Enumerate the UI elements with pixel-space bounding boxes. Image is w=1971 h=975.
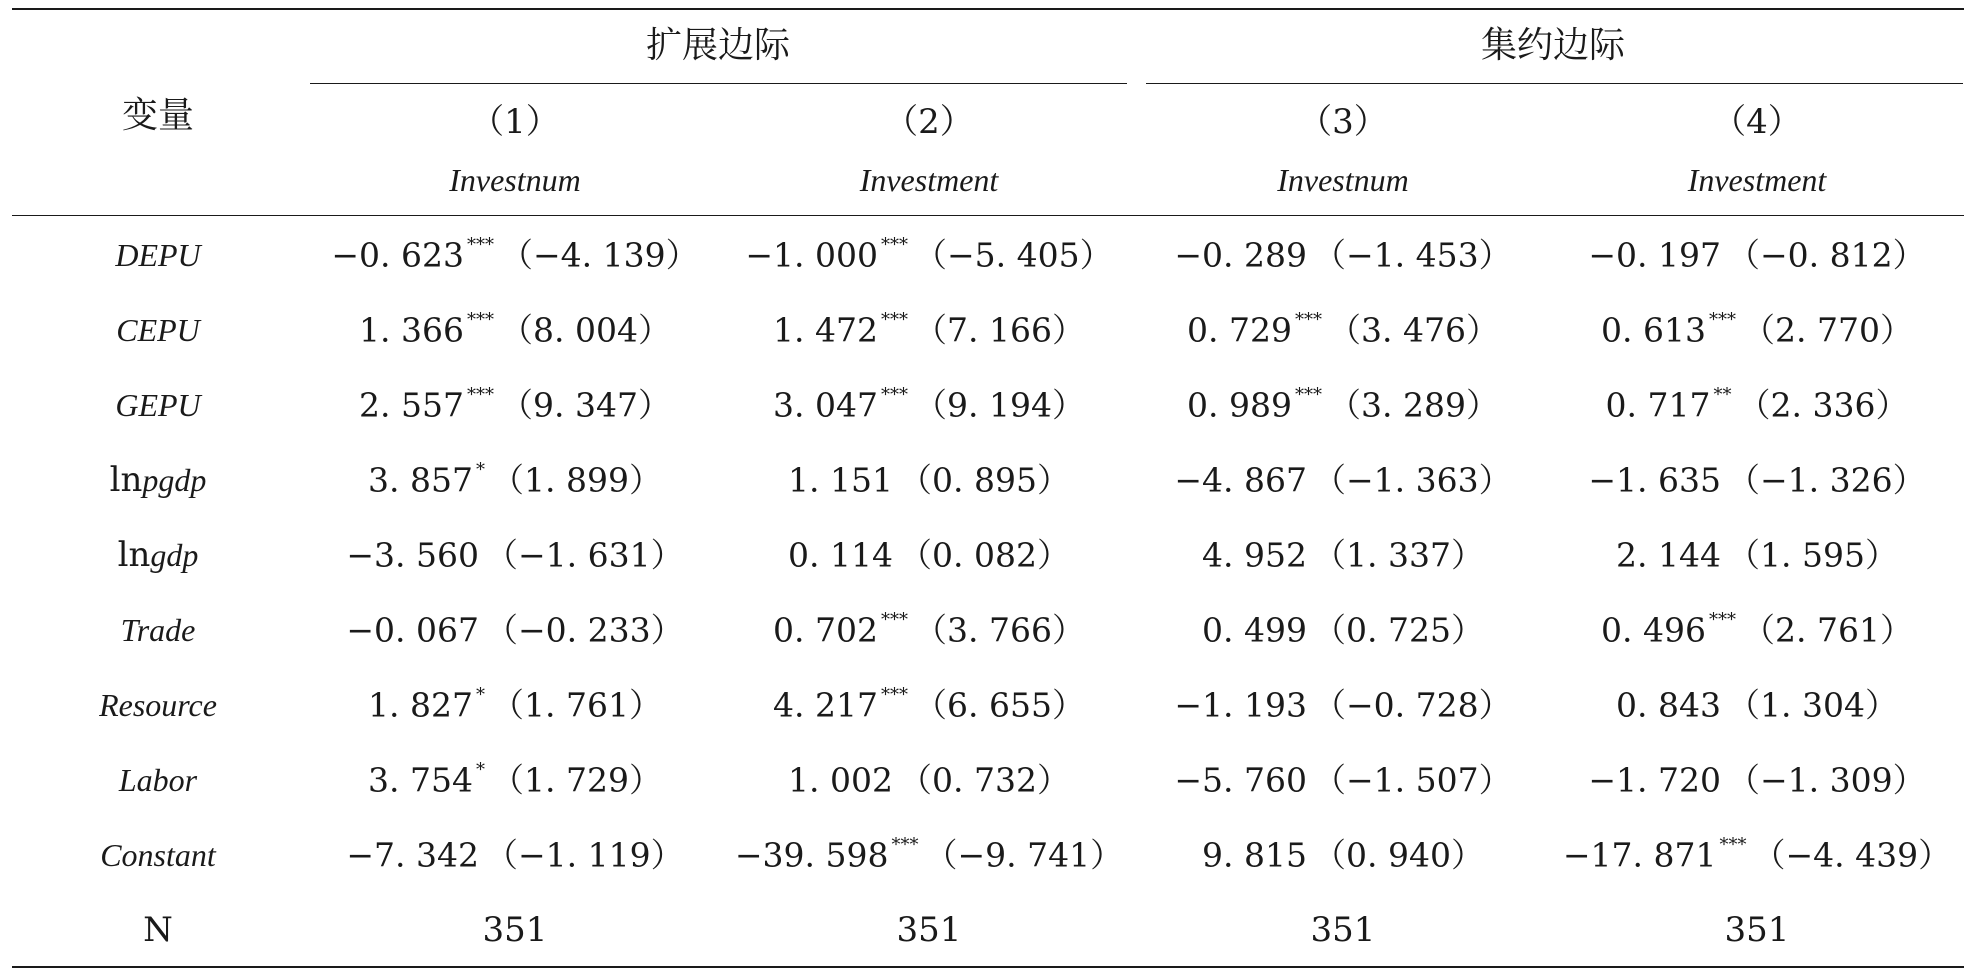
col-number-1: （1） <box>470 102 560 142</box>
row-label <box>115 238 200 272</box>
coefficient-value: 0. 499 <box>1202 610 1307 650</box>
col-depvar-1: Investnum <box>449 162 581 198</box>
coefficient-cell <box>1588 760 1926 800</box>
row-label <box>121 613 196 647</box>
coefficient-value: −0. 067 <box>346 610 479 650</box>
coefficient-cell <box>1605 384 1909 425</box>
row-label-text: Labor <box>118 762 198 798</box>
significance-stars: *** <box>1719 834 1747 856</box>
group-rule-extensive <box>310 83 1127 84</box>
significance-stars: *** <box>881 609 908 631</box>
coefficient-cell <box>745 234 1113 275</box>
coefficient-cell <box>773 684 1085 725</box>
coefficient-value: −0. 197 <box>1588 235 1721 275</box>
row-label-text: gdp <box>150 537 199 573</box>
coefficient-cell <box>368 684 662 725</box>
coefficient-cell <box>1616 535 1898 575</box>
t-statistic: （−9. 741） <box>924 835 1124 875</box>
coefficient-cell <box>346 535 684 575</box>
coefficient-value: −0. 289 <box>1174 235 1307 275</box>
coefficient-value: −1. 193 <box>1174 685 1307 725</box>
coefficient-cell <box>1174 235 1512 275</box>
coefficient-cell <box>368 759 662 800</box>
t-statistic: （0. 082） <box>899 535 1070 575</box>
row-label-text: Resource <box>99 687 217 723</box>
significance-stars: * <box>476 684 485 706</box>
coefficient-cell <box>1588 460 1926 500</box>
coefficient-value: 3. 754 <box>368 760 473 800</box>
group-header-intensive: 集约边际 <box>1480 25 1626 66</box>
t-statistic: （−4. 439） <box>1752 835 1952 875</box>
significance-stars: *** <box>891 834 919 856</box>
row-label-text: CEPU <box>116 312 200 348</box>
coefficient-cell <box>1202 535 1484 575</box>
t-statistic: （8. 004） <box>500 310 671 350</box>
row-label-prefix: ln <box>109 460 143 500</box>
t-statistic: （−0. 728） <box>1313 685 1512 725</box>
coefficient-cell <box>788 760 1070 800</box>
t-statistic: （0. 940） <box>1313 835 1484 875</box>
row-label-prefix: ln <box>117 535 151 575</box>
coefficient-cell <box>788 535 1070 575</box>
coefficient-cell <box>1588 235 1926 275</box>
coefficient-value: 0. 114 <box>788 535 893 575</box>
n-value-2: 351 <box>896 910 962 950</box>
coefficient-value: 1. 366 <box>359 310 464 350</box>
t-statistic: （−4. 139） <box>500 235 699 275</box>
coefficient-cell <box>331 234 699 275</box>
t-statistic: （9. 194） <box>914 385 1085 425</box>
bottom-rule <box>12 966 1964 968</box>
row-label <box>117 535 199 575</box>
t-statistic: （1. 729） <box>491 760 662 800</box>
coefficient-cell <box>368 459 662 500</box>
row-label-text: Constant <box>100 837 216 873</box>
t-statistic: （7. 166） <box>914 310 1085 350</box>
t-statistic: （3. 289） <box>1328 385 1499 425</box>
coefficient-value: −39. 598 <box>734 835 889 875</box>
coefficient-value: −1. 000 <box>745 235 878 275</box>
coefficient-value: 0. 613 <box>1601 310 1706 350</box>
coefficient-value: 1. 002 <box>788 760 893 800</box>
t-statistic: （9. 347） <box>500 385 671 425</box>
n-value-1: 351 <box>482 910 548 950</box>
t-statistic: （−0. 812） <box>1727 235 1926 275</box>
coefficient-value: −5. 760 <box>1174 760 1307 800</box>
coefficient-value: 4. 952 <box>1202 535 1307 575</box>
coefficient-cell <box>1174 685 1512 725</box>
coefficient-cell <box>1187 309 1499 350</box>
significance-stars: ** <box>1713 384 1732 406</box>
t-statistic: （−1. 363） <box>1313 460 1512 500</box>
significance-stars: * <box>476 759 485 781</box>
coefficient-value: −1. 720 <box>1588 760 1721 800</box>
coefficient-cell <box>1601 609 1913 650</box>
coefficient-cell <box>1562 834 1952 875</box>
coefficient-cell <box>1616 685 1898 725</box>
coefficient-value: 0. 843 <box>1616 685 1721 725</box>
coefficient-cell <box>346 835 684 875</box>
row-label <box>109 460 207 500</box>
coefficient-value: 0. 989 <box>1187 385 1292 425</box>
t-statistic: （2. 336） <box>1737 385 1909 425</box>
t-statistic: （1. 761） <box>491 685 662 725</box>
coefficient-value: 1. 827 <box>368 685 473 725</box>
col-number-3: （3） <box>1298 102 1388 142</box>
significance-stars: *** <box>881 234 908 256</box>
group-header-extensive: 扩展边际 <box>645 25 791 66</box>
t-statistic: （2. 761） <box>1742 610 1913 650</box>
coefficient-value: 0. 717 <box>1605 385 1711 425</box>
significance-stars: *** <box>881 309 908 331</box>
coefficient-value: −4. 867 <box>1174 460 1307 500</box>
coefficient-value: 2. 144 <box>1616 535 1721 575</box>
significance-stars: *** <box>467 234 494 256</box>
t-statistic: （6. 655） <box>914 685 1085 725</box>
t-statistic: （−5. 405） <box>914 235 1113 275</box>
significance-stars: * <box>476 459 485 481</box>
coefficient-value: 0. 729 <box>1187 310 1292 350</box>
t-statistic: （0. 895） <box>899 460 1070 500</box>
row-label-text: Trade <box>120 612 196 648</box>
t-statistic: （3. 476） <box>1328 310 1499 350</box>
row-label <box>115 388 200 422</box>
coefficient-cell <box>788 460 1070 500</box>
t-statistic: （3. 766） <box>914 610 1085 650</box>
coefficient-value: 1. 472 <box>773 310 878 350</box>
coefficient-value: −17. 871 <box>1562 835 1717 875</box>
significance-stars: *** <box>1295 384 1322 406</box>
header-rule <box>12 215 1964 216</box>
t-statistic: （1. 899） <box>491 460 662 500</box>
row-label <box>119 763 197 797</box>
row-label <box>99 688 217 722</box>
coefficient-cell <box>346 610 684 650</box>
coefficient-value: 0. 496 <box>1601 610 1706 650</box>
t-statistic: （0. 732） <box>899 760 1070 800</box>
row-label-text: DEPU <box>115 237 201 273</box>
col-depvar-3: Investnum <box>1277 162 1409 198</box>
row-label-text: GEPU <box>115 387 201 423</box>
t-statistic: （1. 595） <box>1727 535 1898 575</box>
coefficient-value: 1. 151 <box>788 460 893 500</box>
col-number-4: （4） <box>1712 102 1802 142</box>
coefficient-value: 0. 702 <box>773 610 878 650</box>
t-statistic: （−1. 631） <box>485 535 684 575</box>
col-number-2: （2） <box>884 102 974 142</box>
significance-stars: *** <box>881 684 908 706</box>
coefficient-cell <box>1174 460 1512 500</box>
coefficient-value: 3. 857 <box>368 460 473 500</box>
n-value-4: 351 <box>1724 910 1790 950</box>
n-row-label: N <box>143 910 173 950</box>
coefficient-value: 9. 815 <box>1202 835 1307 875</box>
variable-header: 变量 <box>121 95 195 136</box>
coefficient-value: −0. 623 <box>331 235 464 275</box>
group-rule-intensive <box>1146 83 1963 84</box>
col-depvar-4: Investment <box>1687 162 1827 198</box>
significance-stars: *** <box>1709 609 1736 631</box>
significance-stars: *** <box>1295 309 1322 331</box>
coefficient-cell <box>1202 610 1484 650</box>
n-value-3: 351 <box>1310 910 1376 950</box>
t-statistic: （1. 304） <box>1727 685 1898 725</box>
significance-stars: *** <box>881 384 908 406</box>
coefficient-cell <box>1174 760 1512 800</box>
significance-stars: *** <box>467 384 494 406</box>
coefficient-cell <box>773 384 1085 425</box>
t-statistic: （−0. 233） <box>485 610 684 650</box>
coefficient-value: −7. 342 <box>346 835 479 875</box>
coefficient-cell <box>1202 835 1484 875</box>
coefficient-value: −3. 560 <box>346 535 479 575</box>
t-statistic: （−1. 326） <box>1727 460 1926 500</box>
coefficient-cell <box>773 309 1085 350</box>
significance-stars: *** <box>467 309 494 331</box>
coefficient-value: 2. 557 <box>359 385 464 425</box>
t-statistic: （1. 337） <box>1313 535 1484 575</box>
coefficient-cell <box>773 609 1085 650</box>
t-statistic: （−1. 119） <box>485 835 684 875</box>
t-statistic: （−1. 453） <box>1313 235 1512 275</box>
significance-stars: *** <box>1709 309 1736 331</box>
coefficient-value: −1. 635 <box>1588 460 1721 500</box>
col-depvar-2: Investment <box>859 162 999 198</box>
t-statistic: （0. 725） <box>1313 610 1484 650</box>
t-statistic: （−1. 507） <box>1313 760 1512 800</box>
coefficient-value: 4. 217 <box>773 685 878 725</box>
t-statistic: （−1. 309） <box>1727 760 1926 800</box>
coefficient-cell <box>1601 309 1913 350</box>
coefficient-cell <box>1187 384 1499 425</box>
row-label-text: pgdp <box>142 462 207 498</box>
row-label <box>100 838 216 872</box>
coefficient-cell <box>359 309 671 350</box>
row-label <box>116 313 200 347</box>
coefficient-cell <box>359 384 671 425</box>
t-statistic: （2. 770） <box>1742 310 1913 350</box>
coefficient-value: 3. 047 <box>773 385 878 425</box>
top-rule <box>12 8 1964 10</box>
coefficient-cell <box>734 834 1124 875</box>
